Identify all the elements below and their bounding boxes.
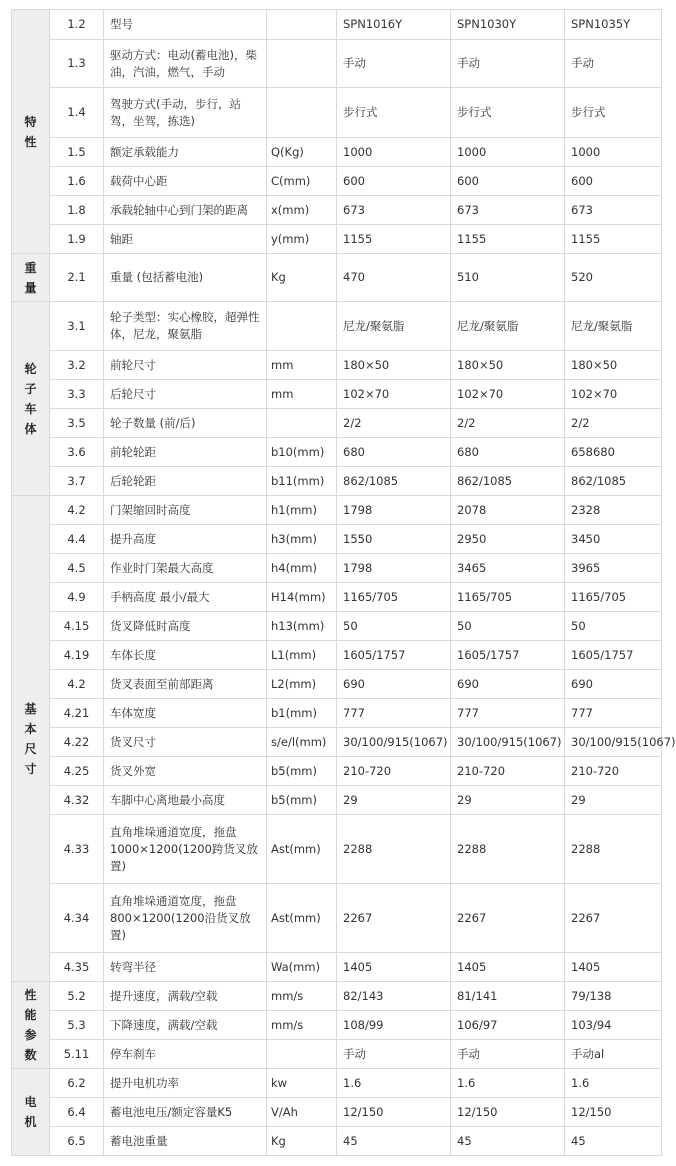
unit-cell: V/Ah — [267, 1098, 337, 1127]
unit-cell — [267, 409, 337, 438]
item-name-cell: 驱动方式：电动(蓄电池)，柴油，汽油，燃气，手动 — [104, 40, 267, 88]
value-spn1030y-cell: 106/97 — [451, 1011, 565, 1040]
value-spn1035y-cell: 600 — [565, 167, 662, 196]
table-row — [12, 953, 662, 982]
item-name-cell: 后轮轮距 — [104, 467, 267, 496]
value-spn1035y-cell: 12/150 — [565, 1098, 662, 1127]
unit-cell — [267, 10, 337, 40]
spec-table-body — [12, 10, 676, 1156]
value-spn1035y-cell: 79/138 — [565, 982, 662, 1011]
unit-cell: b11(mm) — [267, 467, 337, 496]
row-number-cell: 4.2 — [50, 496, 104, 525]
row-number-cell: 4.22 — [50, 728, 104, 757]
row-number-cell: 4.21 — [50, 699, 104, 728]
value-spn1035y-cell: 1155 — [565, 225, 662, 254]
row-number-cell: 1.2 — [50, 10, 104, 40]
unit-cell: mm — [267, 380, 337, 409]
value-spn1016y-cell: 1.6 — [337, 1069, 451, 1098]
item-name-cell: 车脚中心离地最小高度 — [104, 786, 267, 815]
value-spn1035y-cell: 862/1085 — [565, 467, 662, 496]
item-name-cell: 车体长度 — [104, 641, 267, 670]
row-number-cell: 4.32 — [50, 786, 104, 815]
value-spn1035y-cell: 30/100/915(1067) — [565, 728, 662, 757]
table-row — [12, 380, 662, 409]
table-row — [12, 583, 662, 612]
value-spn1030y-cell: 步行式 — [451, 88, 565, 138]
unit-cell: mm/s — [267, 1011, 337, 1040]
unit-cell: y(mm) — [267, 225, 337, 254]
category-char: 量 — [24, 280, 37, 295]
value-spn1035y-cell: 1405 — [565, 953, 662, 982]
value-spn1016y-cell: 29 — [337, 786, 451, 815]
row-number-cell: 2.1 — [50, 254, 104, 302]
category-char: 电 — [24, 1095, 37, 1109]
unit-cell: Ast(mm) — [267, 884, 337, 953]
row-number-cell: 3.7 — [50, 467, 104, 496]
value-spn1035y-cell: 103/94 — [565, 1011, 662, 1040]
item-name-cell: 载荷中心距 — [104, 167, 267, 196]
item-name-cell: 重量 (包括蓄电池) — [104, 254, 267, 302]
value-spn1030y-cell: 81/141 — [451, 982, 565, 1011]
item-name-cell: 后轮尺寸 — [104, 380, 267, 409]
value-spn1030y-cell: 1155 — [451, 225, 565, 254]
row-number-cell: 4.5 — [50, 554, 104, 583]
table-row — [12, 167, 662, 196]
value-spn1035y-cell: 1000 — [565, 138, 662, 167]
value-spn1016y-cell: 2288 — [337, 815, 451, 884]
value-spn1035y-cell: 手动al — [565, 1040, 662, 1069]
value-spn1016y-cell: 210-720 — [337, 757, 451, 786]
value-spn1035y-cell: 50 — [565, 612, 662, 641]
row-number-cell: 3.2 — [50, 351, 104, 380]
value-spn1016y-cell: 470 — [337, 254, 451, 302]
value-spn1030y-cell: 30/100/915(1067) — [451, 728, 565, 757]
value-spn1035y-cell: 2267 — [565, 884, 662, 953]
value-spn1016y-cell: 50 — [337, 612, 451, 641]
value-spn1030y-cell: 210-720 — [451, 757, 565, 786]
item-name-cell: 轮子数量 (前/后) — [104, 409, 267, 438]
row-number-cell: 5.3 — [50, 1011, 104, 1040]
value-spn1016y-cell: 1550 — [337, 525, 451, 554]
unit-cell: s/e/l(mm) — [267, 728, 337, 757]
value-spn1035y-cell: 520 — [565, 254, 662, 302]
value-spn1035y-cell: 步行式 — [565, 88, 662, 138]
table-row — [12, 554, 662, 583]
table-row — [12, 10, 662, 40]
unit-cell: Ast(mm) — [267, 815, 337, 884]
value-spn1016y-cell: 步行式 — [337, 88, 451, 138]
value-spn1035y-cell: 180×50 — [565, 351, 662, 380]
row-number-cell: 1.5 — [50, 138, 104, 167]
row-number-cell: 3.6 — [50, 438, 104, 467]
value-spn1035y-cell: 3965 — [565, 554, 662, 583]
item-name-cell: 蓄电池重量 — [104, 1127, 267, 1156]
unit-cell — [267, 1040, 337, 1069]
row-number-cell: 4.35 — [50, 953, 104, 982]
unit-cell: b10(mm) — [267, 438, 337, 467]
row-number-cell: 4.15 — [50, 612, 104, 641]
item-name-cell: 蓄电池电压/额定容量K5 — [104, 1098, 267, 1127]
item-name-cell: 货叉尺寸 — [104, 728, 267, 757]
spec-table — [11, 9, 676, 1156]
row-number-cell: 1.4 — [50, 88, 104, 138]
table-row — [12, 982, 662, 1011]
value-spn1030y-cell: 102×70 — [451, 380, 565, 409]
value-spn1016y-cell: 82/143 — [337, 982, 451, 1011]
value-spn1016y-cell: 45 — [337, 1127, 451, 1156]
item-name-cell: 额定承载能力 — [104, 138, 267, 167]
value-spn1016y-cell: SPN1016Y — [337, 10, 451, 40]
value-spn1030y-cell: 2078 — [451, 496, 565, 525]
value-spn1030y-cell: 50 — [451, 612, 565, 641]
row-number-cell: 6.5 — [50, 1127, 104, 1156]
item-name-cell: 前轮轮距 — [104, 438, 267, 467]
row-number-cell: 3.3 — [50, 380, 104, 409]
unit-cell: b1(mm) — [267, 699, 337, 728]
value-spn1035y-cell: 2328 — [565, 496, 662, 525]
value-spn1030y-cell: 510 — [451, 254, 565, 302]
value-spn1035y-cell: SPN1035Y — [565, 10, 662, 40]
value-spn1035y-cell: 1605/1757 — [565, 641, 662, 670]
item-name-cell: 前轮尺寸 — [104, 351, 267, 380]
category-char: 寸 — [24, 761, 37, 776]
table-row — [12, 641, 662, 670]
value-spn1016y-cell: 手动 — [337, 1040, 451, 1069]
item-name-cell: 手柄高度 最小/最大 — [104, 583, 267, 612]
item-name-cell: 车体宽度 — [104, 699, 267, 728]
item-name-cell: 提升高度 — [104, 525, 267, 554]
value-spn1016y-cell: 30/100/915(1067) — [337, 728, 451, 757]
category-cell — [12, 10, 50, 254]
value-spn1030y-cell: 2288 — [451, 815, 565, 884]
unit-cell: h1(mm) — [267, 496, 337, 525]
category-char: 车 — [24, 401, 37, 416]
category-cell — [12, 1069, 50, 1156]
unit-cell: mm — [267, 351, 337, 380]
category-char: 特 — [24, 114, 37, 129]
value-spn1030y-cell: 尼龙/聚氨脂 — [451, 302, 565, 351]
unit-cell: Q(Kg) — [267, 138, 337, 167]
unit-cell: x(mm) — [267, 196, 337, 225]
value-spn1035y-cell: 210-720 — [565, 757, 662, 786]
value-spn1035y-cell: 3450 — [565, 525, 662, 554]
value-spn1030y-cell: 680 — [451, 438, 565, 467]
table-row — [12, 302, 662, 351]
value-spn1030y-cell: 862/1085 — [451, 467, 565, 496]
value-spn1035y-cell: 1.6 — [565, 1069, 662, 1098]
value-spn1035y-cell: 102×70 — [565, 380, 662, 409]
value-spn1030y-cell: 1165/705 — [451, 583, 565, 612]
table-row — [12, 225, 662, 254]
item-name-cell: 直角堆垛通道宽度，拖盘800×1200(1200沿货叉放置) — [104, 884, 267, 953]
value-spn1035y-cell: 29 — [565, 786, 662, 815]
table-row — [12, 438, 662, 467]
row-number-cell: 6.2 — [50, 1069, 104, 1098]
value-spn1016y-cell: 180×50 — [337, 351, 451, 380]
unit-cell — [267, 302, 337, 351]
value-spn1016y-cell: 1155 — [337, 225, 451, 254]
row-number-cell: 1.9 — [50, 225, 104, 254]
category-char: 性 — [24, 988, 37, 1002]
item-name-cell: 轴距 — [104, 225, 267, 254]
table-row — [12, 612, 662, 641]
row-number-cell: 4.2 — [50, 670, 104, 699]
table-row — [12, 351, 662, 380]
item-name-cell: 轮子类型：实心橡胶，超弹性体，尼龙，聚氨脂 — [104, 302, 267, 351]
category-char: 体 — [24, 421, 37, 436]
row-number-cell: 1.6 — [50, 167, 104, 196]
item-name-cell: 停车刹车 — [104, 1040, 267, 1069]
unit-cell: b5(mm) — [267, 786, 337, 815]
value-spn1030y-cell: 777 — [451, 699, 565, 728]
value-spn1030y-cell: 600 — [451, 167, 565, 196]
value-spn1035y-cell: 2288 — [565, 815, 662, 884]
table-row — [12, 40, 662, 88]
item-name-cell: 承载轮轴中心到门架的距离 — [104, 196, 267, 225]
value-spn1030y-cell: 1000 — [451, 138, 565, 167]
item-name-cell: 货叉表面至前部距离 — [104, 670, 267, 699]
category-cell — [12, 302, 50, 496]
unit-cell: Wa(mm) — [267, 953, 337, 982]
unit-cell: h3(mm) — [267, 525, 337, 554]
item-name-cell: 门架缩回时高度 — [104, 496, 267, 525]
value-spn1030y-cell: 手动 — [451, 1040, 565, 1069]
table-row — [12, 815, 662, 884]
table-row — [12, 1011, 662, 1040]
row-number-cell: 6.4 — [50, 1098, 104, 1127]
category-char: 尺 — [24, 741, 37, 756]
value-spn1016y-cell: 1165/705 — [337, 583, 451, 612]
value-spn1035y-cell: 690 — [565, 670, 662, 699]
table-row — [12, 1069, 662, 1098]
table-row — [12, 138, 662, 167]
table-row — [12, 409, 662, 438]
value-spn1030y-cell: 1.6 — [451, 1069, 565, 1098]
unit-cell: kw — [267, 1069, 337, 1098]
value-spn1030y-cell: 12/150 — [451, 1098, 565, 1127]
row-number-cell: 5.2 — [50, 982, 104, 1011]
category-char: 重 — [24, 260, 37, 275]
table-row — [12, 1040, 662, 1069]
value-spn1030y-cell: SPN1030Y — [451, 10, 565, 40]
table-row — [12, 786, 662, 815]
table-row — [12, 496, 662, 525]
value-spn1030y-cell: 180×50 — [451, 351, 565, 380]
category-char: 参 — [24, 1028, 37, 1042]
value-spn1016y-cell: 2/2 — [337, 409, 451, 438]
category-char: 数 — [24, 1048, 37, 1062]
row-number-cell: 3.1 — [50, 302, 104, 351]
table-row — [12, 1127, 662, 1156]
value-spn1016y-cell: 690 — [337, 670, 451, 699]
table-row — [12, 670, 662, 699]
table-row — [12, 884, 662, 953]
value-spn1016y-cell: 尼龙/聚氨脂 — [337, 302, 451, 351]
value-spn1030y-cell: 3465 — [451, 554, 565, 583]
value-spn1035y-cell: 673 — [565, 196, 662, 225]
item-name-cell: 货叉降低时高度 — [104, 612, 267, 641]
row-number-cell: 4.19 — [50, 641, 104, 670]
table-row — [12, 196, 662, 225]
row-number-cell: 1.3 — [50, 40, 104, 88]
value-spn1030y-cell: 手动 — [451, 40, 565, 88]
item-name-cell: 货叉外宽 — [104, 757, 267, 786]
category-char: 轮 — [24, 361, 37, 376]
value-spn1016y-cell: 1405 — [337, 953, 451, 982]
unit-cell — [267, 40, 337, 88]
value-spn1016y-cell: 777 — [337, 699, 451, 728]
unit-cell: H14(mm) — [267, 583, 337, 612]
table-row — [12, 254, 662, 302]
unit-cell — [267, 88, 337, 138]
item-name-cell: 型号 — [104, 10, 267, 40]
table-row — [12, 525, 662, 554]
table-row — [12, 728, 662, 757]
item-name-cell: 下降速度，满载/空载 — [104, 1011, 267, 1040]
row-number-cell: 4.25 — [50, 757, 104, 786]
unit-cell: L1(mm) — [267, 641, 337, 670]
category-cell — [12, 496, 50, 982]
value-spn1030y-cell: 1405 — [451, 953, 565, 982]
category-char: 基 — [24, 701, 37, 716]
value-spn1016y-cell: 2267 — [337, 884, 451, 953]
category-char: 本 — [24, 721, 37, 736]
row-number-cell: 5.11 — [50, 1040, 104, 1069]
row-number-cell: 1.8 — [50, 196, 104, 225]
value-spn1016y-cell: 102×70 — [337, 380, 451, 409]
unit-cell: mm/s — [267, 982, 337, 1011]
value-spn1016y-cell: 108/99 — [337, 1011, 451, 1040]
row-number-cell: 4.33 — [50, 815, 104, 884]
category-char: 性 — [24, 134, 37, 149]
category-cell — [12, 254, 50, 302]
value-spn1030y-cell: 2/2 — [451, 409, 565, 438]
item-name-cell: 提升电机功率 — [104, 1069, 267, 1098]
row-number-cell: 3.5 — [50, 409, 104, 438]
category-char: 子 — [24, 381, 37, 396]
value-spn1035y-cell: 手动 — [565, 40, 662, 88]
value-spn1035y-cell: 尼龙/聚氨脂 — [565, 302, 662, 351]
value-spn1030y-cell: 2950 — [451, 525, 565, 554]
table-row — [12, 757, 662, 786]
value-spn1016y-cell: 12/150 — [337, 1098, 451, 1127]
value-spn1016y-cell: 手动 — [337, 40, 451, 88]
value-spn1016y-cell: 680 — [337, 438, 451, 467]
value-spn1030y-cell: 673 — [451, 196, 565, 225]
unit-cell: h13(mm) — [267, 612, 337, 641]
row-number-cell: 4.34 — [50, 884, 104, 953]
value-spn1016y-cell: 1000 — [337, 138, 451, 167]
value-spn1016y-cell: 1798 — [337, 496, 451, 525]
unit-cell: h4(mm) — [267, 554, 337, 583]
category-char: 机 — [24, 1115, 37, 1129]
value-spn1030y-cell: 2267 — [451, 884, 565, 953]
table-row — [12, 1098, 662, 1127]
value-spn1035y-cell: 45 — [565, 1127, 662, 1156]
value-spn1030y-cell: 29 — [451, 786, 565, 815]
value-spn1016y-cell: 1798 — [337, 554, 451, 583]
value-spn1016y-cell: 862/1085 — [337, 467, 451, 496]
table-row — [12, 699, 662, 728]
category-char: 能 — [24, 1008, 37, 1022]
item-name-cell: 驾驶方式(手动，步行，站驾，坐驾，拣选) — [104, 88, 267, 138]
value-spn1035y-cell: 658680 — [565, 438, 662, 467]
unit-cell: Kg — [267, 254, 337, 302]
row-number-cell: 4.9 — [50, 583, 104, 612]
value-spn1030y-cell: 690 — [451, 670, 565, 699]
category-cell — [12, 982, 50, 1069]
value-spn1035y-cell: 2/2 — [565, 409, 662, 438]
table-row — [12, 467, 662, 496]
item-name-cell: 转弯半径 — [104, 953, 267, 982]
unit-cell: L2(mm) — [267, 670, 337, 699]
value-spn1016y-cell: 1605/1757 — [337, 641, 451, 670]
unit-cell: b5(mm) — [267, 757, 337, 786]
value-spn1016y-cell: 673 — [337, 196, 451, 225]
value-spn1016y-cell: 600 — [337, 167, 451, 196]
item-name-cell: 直角堆垛通道宽度，拖盘1000×1200(1200跨货叉放置) — [104, 815, 267, 884]
unit-cell: C(mm) — [267, 167, 337, 196]
value-spn1035y-cell: 1165/705 — [565, 583, 662, 612]
item-name-cell: 提升速度，满载/空载 — [104, 982, 267, 1011]
row-number-cell: 4.4 — [50, 525, 104, 554]
unit-cell: Kg — [267, 1127, 337, 1156]
item-name-cell: 作业时门架最大高度 — [104, 554, 267, 583]
value-spn1030y-cell: 45 — [451, 1127, 565, 1156]
table-row — [12, 88, 662, 138]
value-spn1035y-cell: 777 — [565, 699, 662, 728]
value-spn1030y-cell: 1605/1757 — [451, 641, 565, 670]
